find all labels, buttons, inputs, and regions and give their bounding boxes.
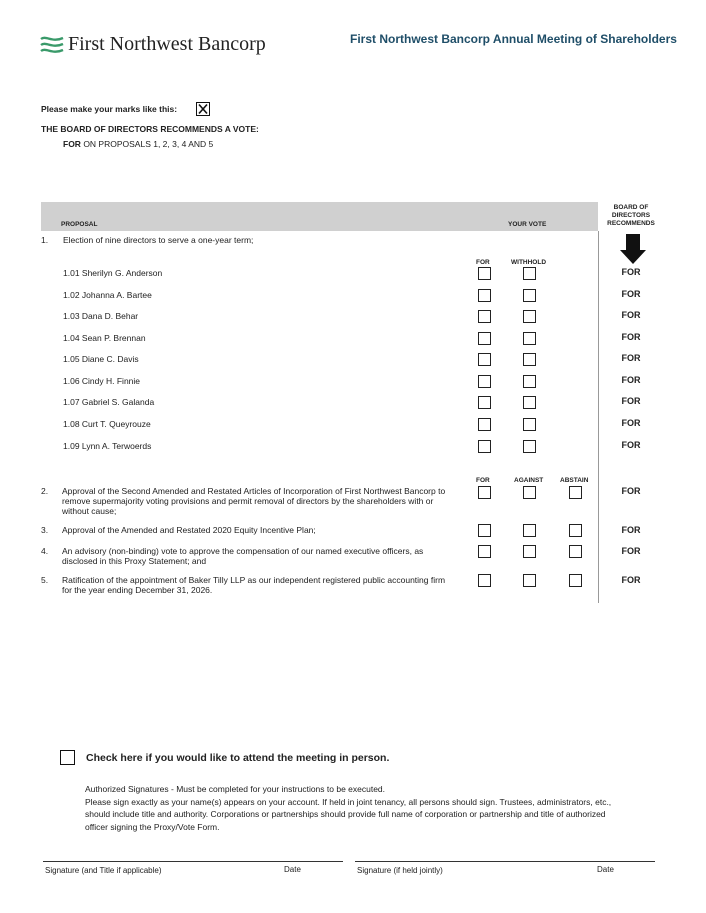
board-recommendation: FOR [621,332,641,342]
for-proposals-text: ON PROPOSALS 1, 2, 3, 4 AND 5 [80,139,214,149]
board-recommendation: FOR [621,396,641,406]
logo-text: First Northwest Bancorp [68,33,266,55]
nominee-label: 1.02 Johanna A. Bartee [63,290,152,300]
nominee-withhold-checkbox[interactable] [523,289,536,302]
down-arrow-icon [618,234,648,264]
authorized-body: Please sign exactly as your name(s) appears on your account. If held in joint tenancy, all persons should sign. Trustees, administrators, etc., should include title and authority. Corporations or partnerships should provide full name of corporation or partnership and title of authorized officer signing the Proxy/Vote Form. [85,796,612,832]
proposal-against-checkbox[interactable] [523,574,536,587]
board-recommendation: FOR [621,575,641,585]
proposal-abstain-checkbox[interactable] [569,486,582,499]
proposal-for-checkbox[interactable] [478,486,491,499]
proposal-against-checkbox[interactable] [523,486,536,499]
proposal-number: 3. [41,525,49,535]
nominee-label: 1.04 Sean P. Brennan [63,333,146,343]
proposal-number: 5. [41,575,49,585]
proposal-for-checkbox[interactable] [478,574,491,587]
nominee-for-checkbox[interactable] [478,396,491,409]
marks-instruction: Please make your marks like this: [41,104,178,114]
nominee-label: 1.06 Cindy H. Finnie [63,376,141,386]
nominee-for-checkbox[interactable] [478,353,491,366]
mark-example-checkbox [196,102,210,116]
nominee-withhold-checkbox[interactable] [523,267,536,280]
signature-line-2[interactable] [355,861,655,862]
proposal-against-checkbox[interactable] [523,545,536,558]
proposal-abstain-checkbox[interactable] [569,574,582,587]
nominee-for-checkbox[interactable] [478,310,491,323]
col-against-label: AGAINST [514,477,544,484]
signature-line-1[interactable] [43,861,343,862]
nominee-label: 1.01 Sherilyn G. Anderson [63,268,163,278]
page-title: First Northwest Bancorp Annual Meeting of Shareholders [350,32,677,46]
nominee-withhold-checkbox[interactable] [523,310,536,323]
proposal-abstain-checkbox[interactable] [569,545,582,558]
proposal-text: Approval of the Amended and Restated 2020 Equity Incentive Plan; [62,525,316,535]
proposal-text: Election of nine directors to serve a one-year term; [63,235,254,245]
proposal-number: 4. [41,546,49,556]
authorized-heading: Authorized Signatures - Must be completed for your instructions to be executed. [85,784,386,794]
nominee-label: 1.07 Gabriel S. Galanda [63,397,155,407]
board-recommendation: FOR [621,375,641,385]
proposal-text: An advisory (non-binding) vote to approve the compensation of our named executive officers, as disclosed in this Proxy Statement; and [62,546,424,566]
signature-label-1: Signature (and Title if applicable) [45,866,162,875]
column-divider [598,231,599,603]
board-recommendation: FOR [621,525,641,535]
proposal-text: Approval of the Second Amended and Restated Articles of Incorporation of First Northwest Bancorp to remove supermajority voting provisions and permit removal of directors by the shareholders with or without cause; [62,486,446,516]
nominee-for-checkbox[interactable] [478,332,491,345]
nominee-label: 1.08 Curt T. Queyrouze [63,419,151,429]
board-recommendation: FOR [621,310,641,320]
nominee-withhold-checkbox[interactable] [523,396,536,409]
proposal-header: PROPOSAL [61,221,98,228]
proposal-abstain-checkbox[interactable] [569,524,582,537]
col-abstain-label: ABSTAIN [560,477,589,484]
board-recommendation: FOR [621,546,641,556]
attend-meeting-checkbox[interactable] [60,750,75,765]
logo-waves-icon [40,35,64,55]
board-recommends-header: BOARD OF DIRECTORS RECOMMENDS [607,204,655,227]
signature-label-2: Signature (if held jointly) [357,866,443,875]
for-bold: FOR [63,139,81,149]
col-withhold-label: WITHHOLD [511,259,547,266]
board-recommendation: FOR [621,353,641,363]
attend-meeting-label: Check here if you would like to attend the meeting in person. [86,752,390,764]
nominee-for-checkbox[interactable] [478,440,491,453]
nominee-label: 1.09 Lynn A. Terwoerds [63,441,152,451]
nominee-withhold-checkbox[interactable] [523,375,536,388]
your-vote-header: YOUR VOTE [508,221,547,228]
board-recommendation: FOR [621,486,641,496]
nominee-withhold-checkbox[interactable] [523,418,536,431]
table-header [41,202,598,231]
nominee-for-checkbox[interactable] [478,418,491,431]
proposal-number: 1. [41,235,49,245]
for-proposals-line [63,139,213,149]
board-recommendation: FOR [621,267,641,277]
proposal-text: Ratification of the appointment of Baker Tilly LLP as our independent registered public accounting firm for the year ending December 31, 2026. [62,575,446,595]
proposal-for-checkbox[interactable] [478,524,491,537]
proposal-for-checkbox[interactable] [478,545,491,558]
date-label-1: Date [284,865,301,874]
nominee-withhold-checkbox[interactable] [523,440,536,453]
x-mark-icon [197,103,209,115]
col-for-label: FOR [476,477,490,484]
nominee-withhold-checkbox[interactable] [523,353,536,366]
col-for-label: FOR [476,259,490,266]
board-recommendation: FOR [621,418,641,428]
board-recommendation-heading: THE BOARD OF DIRECTORS RECOMMENDS A VOTE: [41,124,259,134]
nominee-withhold-checkbox[interactable] [523,332,536,345]
nominee-for-checkbox[interactable] [478,289,491,302]
board-recommendation: FOR [621,289,641,299]
authorized-signatures-text [85,783,625,833]
proposal-number: 2. [41,486,49,496]
board-recommendation: FOR [621,440,641,450]
nominee-for-checkbox[interactable] [478,267,491,280]
date-label-2: Date [597,865,614,874]
proposal-against-checkbox[interactable] [523,524,536,537]
nominee-label: 1.05 Diane C. Davis [63,354,139,364]
nominee-label: 1.03 Dana D. Behar [63,311,139,321]
nominee-for-checkbox[interactable] [478,375,491,388]
